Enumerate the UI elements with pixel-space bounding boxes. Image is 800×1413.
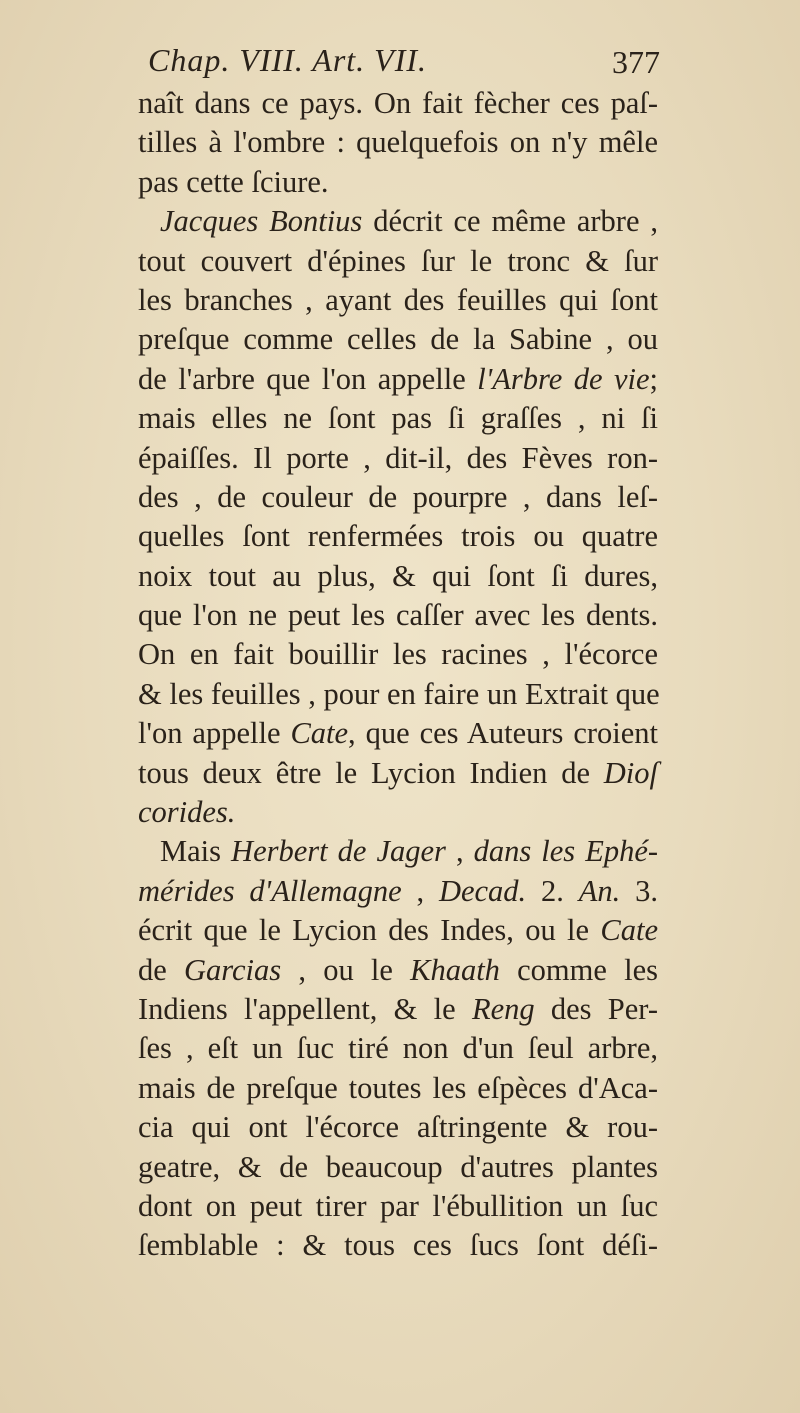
italic-text: dans les Ephé- [473, 834, 659, 869]
text-line [138, 1187, 658, 1226]
text-line [138, 635, 658, 674]
text-line [138, 163, 658, 202]
text-line [138, 557, 658, 596]
text-segment: tous deux être le Lycion Indien de [138, 755, 604, 790]
text-segment: écrit que le Lycion des Indes, ou le [138, 913, 601, 948]
text-segment: naît dans ce pays. On fait fècher ces paſ- [138, 86, 658, 120]
text-segment: des , de couleur de pourpre , dans leſ- [138, 479, 658, 514]
text-segment: preſque comme celles de la Sabine , ou [138, 322, 658, 357]
text-line [138, 517, 658, 556]
italic-text: Dioſ [603, 755, 658, 790]
text-segment: On en fait bouillir les racines , l'écorce [138, 637, 658, 672]
italic-text: Jacques Bontius [160, 204, 363, 239]
text-line [138, 360, 658, 399]
text-segment: cia qui ont l'écorce aſtringente & rou- [138, 1110, 658, 1145]
text-line [138, 714, 658, 753]
text-segment: mais elles ne ſont pas ſi graſſes , ni ſi [138, 401, 658, 436]
text-line [138, 202, 658, 241]
text-line [138, 1226, 658, 1265]
text-line [138, 911, 658, 950]
text-segment: , [445, 834, 474, 869]
text-segment: geatre, & de beaucoup d'autres plantes [138, 1149, 658, 1184]
italic-text: Garcias [184, 952, 282, 987]
text-segment: pas cette ſciure. [138, 164, 329, 199]
italic-text: mérides d'Allemagne [138, 873, 402, 908]
text-segment: les branches , ayant des feuilles qui ſont [138, 282, 658, 317]
text-segment: que l'on ne peut les caſſer avec les dents. [138, 598, 658, 633]
running-head: Chap. VIII. Art. VII. [148, 42, 428, 78]
text-segment: Mais [160, 834, 232, 869]
text-line [138, 1029, 658, 1068]
text-line [138, 84, 658, 123]
italic-text: l'Arbre de vie [477, 361, 650, 396]
italic-text: Reng [471, 991, 535, 1026]
text-line [138, 596, 658, 635]
text-segment: , que ces Auteurs croient [348, 716, 659, 751]
text-segment: tout couvert d'épines ſur le tronc & ſur [138, 243, 658, 278]
text-segment: 2. [526, 873, 579, 908]
text-segment: ; [649, 361, 659, 396]
text-segment: noix tout au plus, & qui ſont ſi dures, [138, 558, 658, 593]
text-segment: tilles à l'ombre : quelquefois on n'y mêle [138, 125, 658, 160]
text-line [138, 675, 658, 714]
text-line [138, 281, 658, 320]
text-line [138, 242, 658, 281]
text-segment: ſemblable : & tous ces ſucs ſont déſi- [138, 1228, 658, 1263]
italic-text: Cate [290, 716, 349, 751]
text-line [138, 832, 658, 871]
text-line [138, 399, 658, 438]
text-line [138, 793, 658, 832]
text-line [138, 439, 658, 478]
text-segment: des Per- [534, 991, 658, 1026]
text-segment: dont on peut tirer par l'ébullition un ſuc [138, 1188, 658, 1223]
text-segment: comme les [499, 952, 658, 987]
italic-text: Cate [600, 913, 658, 948]
body-text [138, 84, 658, 1266]
text-line [138, 754, 658, 793]
text-segment: & les feuilles , pour en faire un Extrait que [138, 676, 660, 711]
text-line [138, 872, 658, 911]
text-line [138, 951, 658, 990]
italic-text: Khaath [410, 952, 500, 987]
text-segment: quelles ſont renfermées trois ou quatre [138, 519, 658, 554]
text-segment: Indiens l'appellent, & le [138, 991, 472, 1026]
italic-text: Herbert de Jager [231, 834, 446, 869]
italic-text: corides. [138, 795, 236, 830]
text-line [138, 990, 658, 1029]
text-line [138, 1108, 658, 1147]
text-line [138, 123, 658, 162]
italic-text: An. [578, 873, 621, 908]
text-line [138, 1069, 658, 1108]
text-segment: , [401, 873, 439, 908]
text-segment: ſes , eſt un ſuc tiré non d'un ſeul arbre, [138, 1031, 658, 1066]
text-line [138, 320, 658, 359]
text-segment: épaiſſes. Il porte , dit-il, des Fèves ron- [138, 440, 658, 475]
text-segment: , ou le [281, 952, 411, 987]
italic-text: Decad. [438, 873, 527, 908]
text-segment: décrit ce même arbre , [362, 204, 658, 239]
text-line [138, 1148, 658, 1187]
page-number: 377 [612, 44, 660, 80]
text-segment: mais de preſque toutes les eſpèces d'Aca- [138, 1070, 658, 1105]
text-segment: de [138, 952, 184, 987]
text-segment: de l'arbre que l'on appelle [138, 361, 478, 396]
text-segment: l'on appelle [138, 716, 291, 751]
text-line [138, 478, 658, 517]
text-segment: 3. [620, 873, 659, 908]
